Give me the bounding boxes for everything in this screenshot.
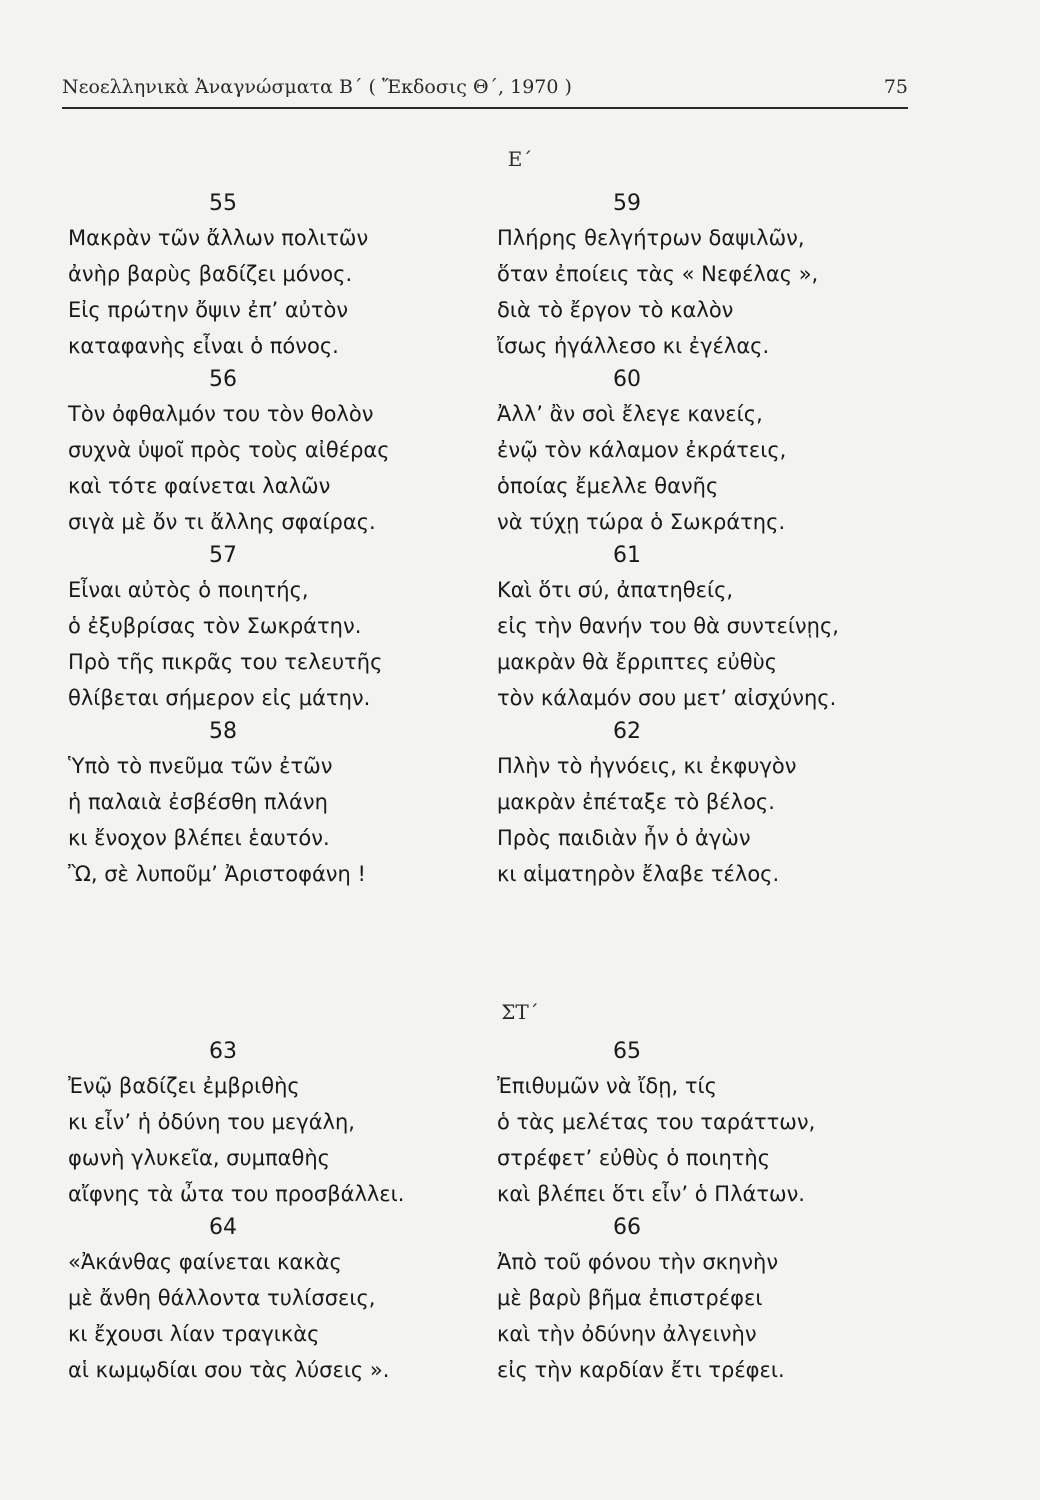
stanza-number: 58 (209, 719, 237, 744)
verse-line: ἡ παλαιὰ ἐσβέσθη πλάνη (68, 790, 328, 814)
verse-line: ἐνῷ τὸν κάλαμον ἐκράτεις, (497, 438, 787, 462)
stanza (68, 716, 478, 892)
verse-line: κι αἱματηρὸν ἔλαβε τέλος. (497, 862, 780, 886)
running-header (62, 76, 908, 98)
verse-line: Ὢ, σὲ λυποῦμ’ Ἀριστοφάνη ! (68, 862, 366, 886)
verse-line: Ὑπὸ τὸ πνεῦμα τῶν ἐτῶν (68, 754, 333, 778)
verse-line: καὶ βλέπει ὅτι εἶν’ ὁ Πλάτων. (497, 1182, 805, 1206)
verse-line: μὲ βαρὺ βῆμα ἐπιστρέφει (497, 1286, 763, 1310)
stanza-number: 65 (613, 1039, 641, 1064)
stanza (68, 1212, 478, 1388)
stanza-number: 55 (209, 191, 237, 216)
verse-line: νὰ τύχῃ τώρα ὁ Σωκράτης. (497, 510, 786, 534)
verse-line: Ἀλλ’ ἂν σοὶ ἔλεγε κανείς, (497, 402, 763, 426)
verse-line: θλίβεται σήμερον εἰς μάτην. (68, 686, 371, 710)
verse-line: Πρὸ τῆς πικρᾶς του τελευτῆς (68, 650, 383, 674)
stanza-number: 62 (613, 719, 641, 744)
verse-line: κι εἶν’ ἡ ὀδύνη του μεγάλη, (68, 1110, 355, 1134)
verse-line: «Ἀκάνθας φαίνεται κακὰς (68, 1250, 342, 1274)
header-rule (62, 107, 908, 109)
stanza (68, 364, 478, 540)
stanza (497, 1036, 927, 1212)
stanza (497, 364, 927, 540)
right-column-section-2 (497, 1036, 927, 1388)
verse-line: ὁ ἐξυβρίσας τὸν Σωκράτην. (68, 614, 362, 638)
verse-line: Πρὸς παιδιὰν ἦν ὁ ἀγὼν (497, 826, 751, 850)
verse-line: ἴσως ἠγάλλεσο κι ἐγέλας. (497, 334, 770, 358)
left-column-section-2 (68, 1036, 478, 1388)
verse-line: αἴφνης τὰ ὦτα του προσβάλλει. (68, 1182, 405, 1206)
left-column-section-1 (68, 188, 478, 892)
stanza-number: 60 (613, 367, 641, 392)
verse-line: Πλὴν τὸ ἠγνόεις, κι ἐκφυγὸν (497, 754, 797, 778)
verse-line: εἰς τὴν θανήν του θὰ συντείνῃς, (497, 614, 839, 638)
verse-line: Ἀπὸ τοῦ φόνου τὴν σκηνὴν (497, 1250, 779, 1274)
verse-line: ὅταν ἐποίεις τὰς « Νεφέλας », (497, 262, 819, 286)
verse-line: αἱ κωμῳδίαι σου τὰς λύσεις ». (68, 1358, 390, 1382)
stanza (497, 540, 927, 716)
stanza-number: 56 (209, 367, 237, 392)
stanza (497, 188, 927, 364)
stanza (497, 716, 927, 892)
verse-line: τὸν κάλαμόν σου μετ’ αἰσχύνης. (497, 686, 837, 710)
verse-line: εἰς τὴν καρδίαν ἔτι τρέφει. (497, 1358, 785, 1382)
stanza-number: 64 (209, 1215, 237, 1240)
verse-line: μακρὰν ἐπέταξε τὸ βέλος. (497, 790, 775, 814)
verse-line: Ἐνῷ βαδίζει ἐμβριθὴς (68, 1074, 300, 1098)
verse-line: μακρὰν θὰ ἔρριπτες εὐθὺς (497, 650, 778, 674)
verse-line: σιγὰ μὲ ὄν τι ἄλλης σφαίρας. (68, 510, 376, 534)
verse-line: κι ἔνοχον βλέπει ἑαυτόν. (68, 826, 330, 850)
stanza (68, 188, 478, 364)
verse-line: καὶ τότε φαίνεται λαλῶν (68, 474, 331, 498)
stanza-number: 63 (209, 1039, 237, 1064)
verse-line: φωνὴ γλυκεῖα, συμπαθὴς (68, 1146, 330, 1170)
verse-line: ἀνὴρ βαρὺς βαδίζει μόνος. (68, 262, 353, 286)
stanza (68, 1036, 478, 1212)
verse-line: Μακρὰν τῶν ἄλλων πολιτῶν (68, 226, 369, 250)
stanza-number: 66 (613, 1215, 641, 1240)
verse-line: Καὶ ὅτι σύ, ἀπατηθείς, (497, 578, 734, 602)
stanza-number: 61 (613, 543, 641, 568)
verse-line: ὁποίας ἔμελλε θανῆς (497, 474, 719, 498)
verse-line: μὲ ἄνθη θάλλοντα τυλίσσεις, (68, 1286, 376, 1310)
stanza-number: 59 (613, 191, 641, 216)
stanza-number: 57 (209, 543, 237, 568)
verse-line: καὶ τὴν ὀδύνην ἀλγεινὴν (497, 1322, 757, 1346)
page-number: 75 (883, 76, 908, 98)
verse-line: κι ἔχουσι λίαν τραγικὰς (68, 1322, 320, 1346)
verse-line: καταφανὴς εἶναι ὁ πόνος. (68, 334, 339, 358)
verse-line: συχνὰ ὑψοῖ πρὸς τοὺς αἰθέρας (68, 438, 390, 462)
verse-line: Ἐπιθυμῶν νὰ ἴδῃ, τίς (497, 1074, 717, 1098)
running-title: Νεοελληνικὰ Ἀναγνώσματα Β΄ ( Ἔκδοσις Θ΄, 1970 ) (62, 76, 572, 98)
section-heading: Ε΄ (507, 147, 533, 171)
verse-line: Τὸν ὀφθαλμόν του τὸν θολὸν (68, 402, 374, 426)
verse-line: στρέφετ’ εὐθὺς ὁ ποιητὴς (497, 1146, 771, 1170)
verse-line: Εἶναι αὐτὸς ὁ ποιητής, (68, 578, 309, 602)
verse-line: διὰ τὸ ἔργον τὸ καλὸν (497, 298, 734, 322)
stanza (497, 1212, 927, 1388)
verse-line: Εἰς πρώτην ὄψιν ἐπ’ αὐτὸν (68, 298, 349, 322)
verse-line: ὁ τὰς μελέτας του ταράττων, (497, 1110, 816, 1134)
right-column-section-1 (497, 188, 927, 892)
verse-line: Πλήρης θελγήτρων δαψιλῶν, (497, 226, 805, 250)
section-heading: ΣΤ΄ (501, 1000, 539, 1024)
stanza (68, 540, 478, 716)
